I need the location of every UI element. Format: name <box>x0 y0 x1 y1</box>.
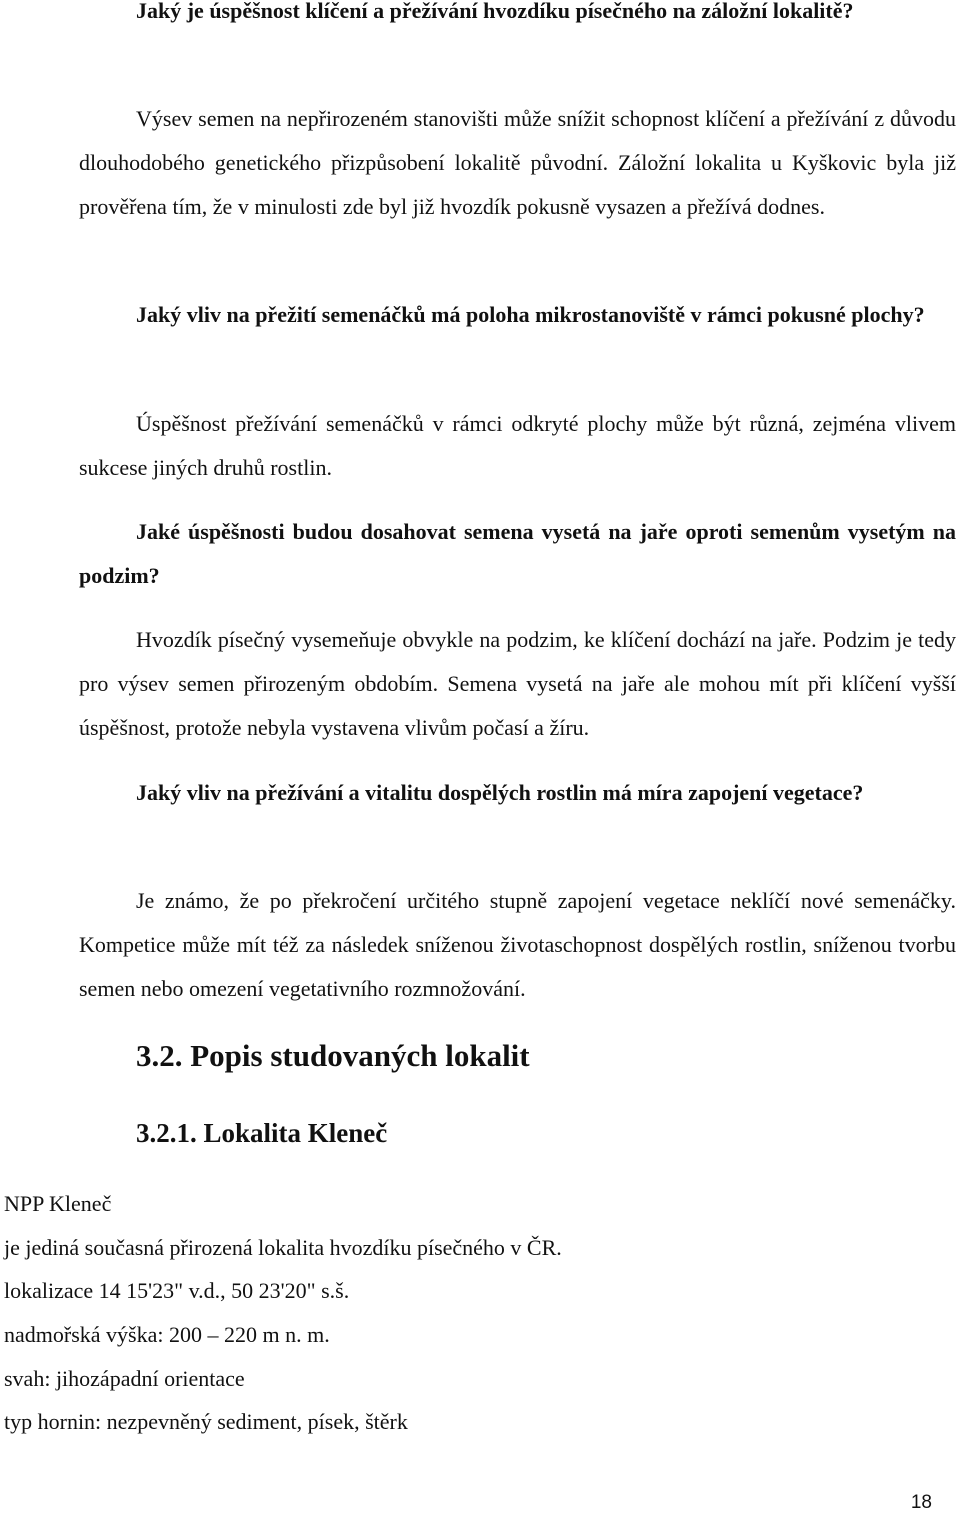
locality-rock-type: typ hornin: nezpevněný sediment, písek, štěrk <box>4 1409 408 1434</box>
question-vegetation: Jaký vliv na přežívání a vitalitu dospělých rostlin má míra zapojení vegetace? <box>136 780 864 805</box>
locality-description: je jediná současná přirozená lokalita hvozdíku písečného v ČR. <box>4 1235 562 1260</box>
locality-slope: svah: jihozápadní orientace <box>4 1366 245 1391</box>
paragraph-competition: Je známo, že po překročení určitého stupně zapojení vegetace neklíčí nové semenáčky. Kompetice může mít též za následek sníženou životaschopnost dospělých rostlin, sníženou tvorbu semen nebo omezení vegetativního rozmnožování. <box>79 888 956 1001</box>
locality-coordinates: lokalizace 14 15'23" v.d., 50 23'20" s.š. <box>4 1278 350 1303</box>
locality-name: NPP Kleneč <box>4 1191 112 1216</box>
locality-altitude: nadmořská výška: 200 – 220 m n. m. <box>4 1322 330 1347</box>
paragraph-seeding-season: Hvozdík písečný vysemeňuje obvykle na podzim, ke klíčení dochází na jaře. Podzim je tedy pro výsev semen přirozeným obdobím. Semena vysetá na jaře ale mohou mít při klíčení vyšší úspěšnost, protože nebyla vystavena vlivům počasí a žíru. <box>79 627 956 740</box>
question-season: Jaké úspěšnosti budou dosahovat semena vysetá na jaře oproti semenům vysetým na podzim? <box>79 519 956 588</box>
question-germination: Jaký je úspěšnost klíčení a přežívání hvozdíku písečného na záložní lokalitě? <box>136 0 854 23</box>
page-number: 18 <box>910 1492 932 1513</box>
subsection-heading: 3.2.1. Lokalita Kleneč <box>136 1118 388 1148</box>
paragraph-sowing: Výsev semen na nepřirozeném stanovišti může snížit schopnost klíčení a přežívání z důvodu dlouhodobého genetického přizpůsobení lokalitě původní. Záložní lokalita u Kyškovic byla již prověřena tím, že v minulosti zde byl již hvozdík pokusně vysazen a přežívá dodnes. <box>79 106 956 219</box>
paragraph-survival: Úspěšnost přežívání semenáčků v rámci odkryté plochy může být různá, zejména vlivem sukcese jiných druhů rostlin. <box>79 411 956 480</box>
question-microhabitat: Jaký vliv na přežití semenáčků má poloha mikrostanoviště v rámci pokusné plochy? <box>136 302 925 327</box>
section-heading: 3.2. Popis studovaných lokalit <box>136 1038 530 1073</box>
